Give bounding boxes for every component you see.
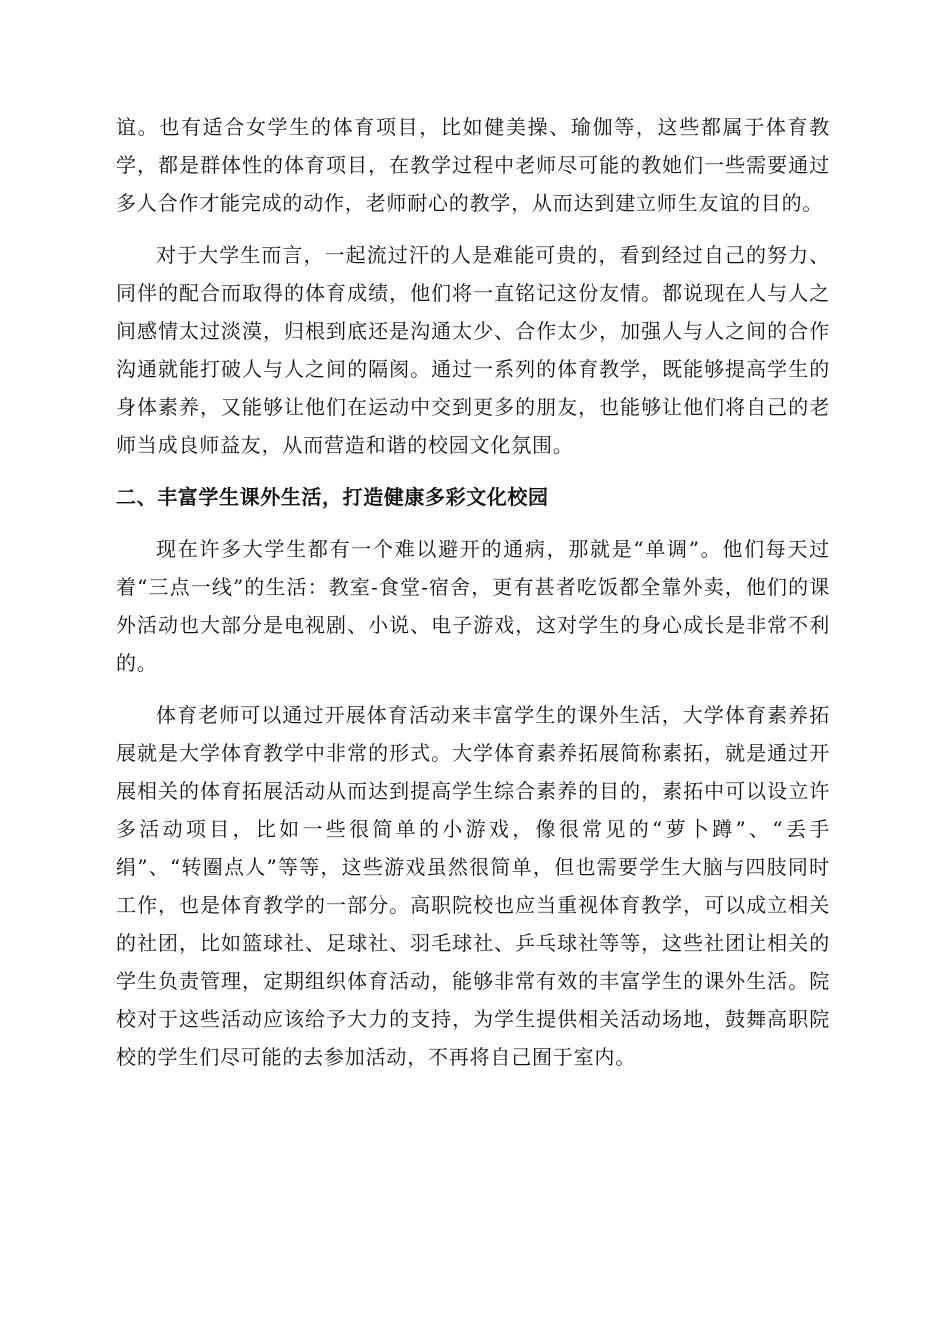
paragraph-monotony: 现在许多大学生都有一个难以避开的通病，那就是“单调”。他们每天过着“三点一线”的生活：教室-食堂-宿舍，更有甚者吃饭都全靠外卖，他们的课外活动也大部分是电视剧、小说、电子游戏，这对学生的身心成长是非常不利的。 (116, 537, 830, 675)
document-body (116, 108, 830, 1076)
paragraph-continuation: 谊。也有适合女学生的体育项目，比如健美操、瑜伽等，这些都属于体育教学，都是群体性的体育项目，在教学过程中老师尽可能的教她们一些需要通过多人合作才能完成的动作，老师耐心的教学，从而达到建立师生友谊的目的。 (116, 115, 830, 215)
paragraph-activities: 体育老师可以通过开展体育活动来丰富学生的课外生活，大学体育素养拓展就是大学体育教学中非常的形式。大学体育素养拓展简称素拓，就是通过开展相关的体育拓展活动从而达到提高学生综合素养的目的，素拓中可以设立许多活动项目，比如一些很简单的小游戏，像很常见的“萝卜蹲”、“丢手绢”、“转圈点人”等等，这些游戏虽然很简单，但也需要学生大脑与四肢同时工作，也是体育教学的一部分。高职院校也应当重视体育教学，可以成立相关的社团，比如篮球社、足球社、羽毛球社、乒乓球社等等，这些社团让相关的学生负责管理，定期组织体育活动，能够非常有效的丰富学生的课外生活。院校对于这些活动应该给予大力的支持，为学生提供相关活动场地，鼓舞高职院校的学生们尽可能的去参加活动，不再将自己囿于室内。 (116, 703, 830, 1069)
paragraph-friendship: 对于大学生而言，一起流过汗的人是难能可贵的，看到经过自己的努力、同伴的配合而取得的体育成绩，他们将一直铭记这份友情。都说现在人与人之间感情太过淡漠，归根到底还是沟通太少、合作太少，加强人与人之间的合作沟通就能打破人与人之间的隔阂。通过一系列的体育教学，既能够提高学生的身体素养，又能够让他们在运动中交到更多的朋友，也能够让他们将自己的老师当成良师益友，从而营造和谐的校园文化氛围。 (116, 243, 830, 457)
section-heading: 二、丰富学生课外生活，打造健康多彩文化校园 (116, 485, 549, 509)
